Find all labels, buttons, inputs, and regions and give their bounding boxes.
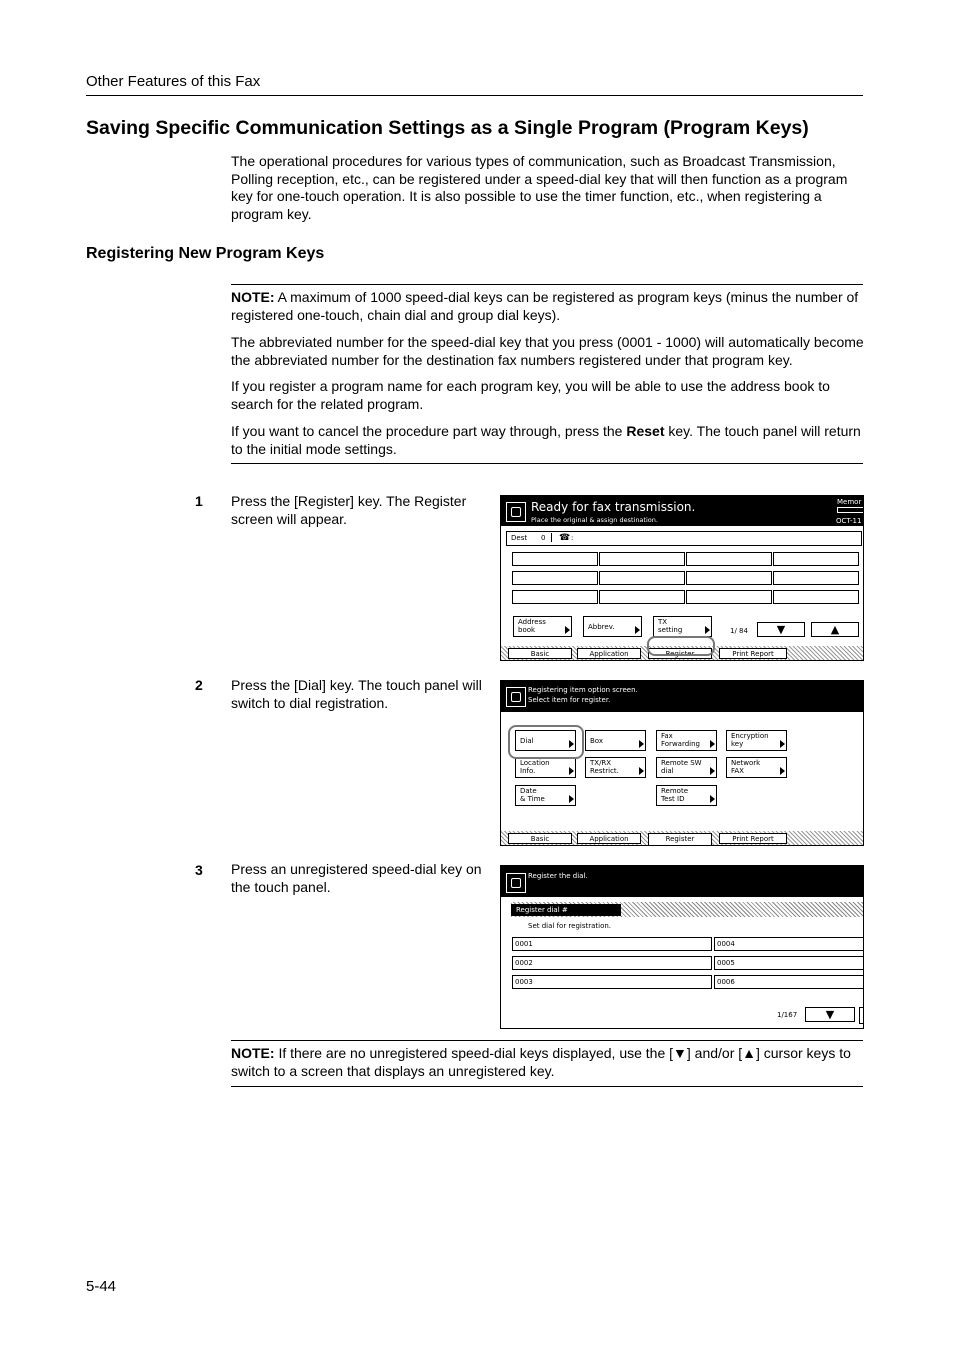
para3-after: key. The touch panel will return to the initial mode settings.	[231, 423, 861, 457]
one-touch-key[interactable]	[686, 590, 772, 604]
one-touch-key[interactable]	[773, 571, 859, 585]
scroll-down-button[interactable]: ▼	[757, 622, 805, 637]
dial-instruction: Set dial for registration.	[528, 922, 612, 930]
remote-test-id-button[interactable]: Remote Test ID	[656, 785, 717, 806]
tab-basic[interactable]: Basic	[508, 648, 572, 659]
note-1-label: NOTE:	[231, 289, 275, 305]
tab-print-report[interactable]: Print Report	[719, 833, 787, 844]
dial-key-0003[interactable]: 0003	[512, 975, 712, 989]
step-2-number: 2	[195, 677, 203, 693]
register-dial-label: Register dial #	[511, 904, 621, 916]
paragraph-program-name: If you register a program name for each program key, you will be able to use the address book to search for the related program.	[231, 378, 830, 412]
one-touch-key[interactable]	[599, 571, 685, 585]
running-header: Other Features of this Fax	[86, 73, 261, 90]
one-touch-key[interactable]	[512, 590, 598, 604]
screen2-title-bar	[501, 681, 863, 712]
screen2-line2: Select item for register.	[528, 696, 611, 704]
dial-page-indicator: 1/167	[777, 1011, 798, 1019]
screen3-title: Register the dial.	[528, 872, 588, 880]
screen1-status: Ready for fax transmission.	[531, 500, 696, 514]
tab-register[interactable]: Register	[648, 648, 712, 659]
screen1-subtext: Place the original & assign destination.	[531, 516, 658, 524]
one-touch-key[interactable]	[512, 552, 598, 566]
dial-key-0006[interactable]: 0006	[714, 975, 864, 989]
register-dial-header	[511, 902, 863, 917]
note-top-rule	[231, 284, 863, 285]
highlight-circle	[508, 725, 584, 759]
note-1	[231, 289, 864, 324]
intro-paragraph: The operational procedures for various types of communication, such as Broadcast Transmission, Polling reception, etc., can be registered under a speed-dial key that will then function as a program key for one-touch operation. It is also possible to use the timer function, etc., when registering a program key.	[231, 153, 848, 222]
dial-key-0004[interactable]: 0004	[714, 937, 864, 951]
encryption-key-button[interactable]: Encryption key	[726, 730, 787, 751]
step-2-text: Press the [Dial] key. The touch panel will switch to dial registration.	[231, 677, 482, 711]
dial-key-0001[interactable]: 0001	[512, 937, 712, 951]
paragraph-abbreviated-number: The abbreviated number for the speed-dial key that you press (0001 - 1000) will automatically become the abbreviated number for the destination fax numbers registered under that program key.	[231, 334, 864, 368]
fax-icon	[506, 502, 526, 522]
address-book-button[interactable]: Address book	[513, 616, 572, 637]
tab-application[interactable]: Application	[577, 648, 641, 659]
tab-register[interactable]: Register	[648, 833, 712, 845]
one-touch-key[interactable]	[599, 590, 685, 604]
note-2	[231, 1045, 864, 1080]
step-1-text: Press the [Register] key. The Register screen will appear.	[231, 493, 467, 527]
highlight-circle	[647, 636, 715, 656]
step-1-number: 1	[195, 493, 203, 509]
note-1-text: A maximum of 1000 speed-dial keys can be registered as program keys (minus the number of registered one-touch, chain dial and group dial keys).	[231, 289, 859, 323]
screen1-status-bar	[501, 496, 863, 526]
tx-setting-button[interactable]: TX setting	[653, 616, 712, 637]
note-2-label: NOTE:	[231, 1045, 275, 1061]
one-touch-key[interactable]	[686, 552, 772, 566]
para3-before: If you want to cancel the procedure part way through, press the	[231, 423, 627, 439]
page-indicator: 1/ 84	[730, 627, 748, 635]
screen-register-items	[500, 680, 864, 846]
dest-count: 0	[541, 534, 546, 542]
fax-icon	[506, 873, 526, 893]
abbrev-button[interactable]: Abbrev.	[583, 616, 642, 637]
one-touch-key[interactable]	[773, 552, 859, 566]
one-touch-key[interactable]	[773, 590, 859, 604]
note-bottom-rule	[231, 463, 863, 464]
memory-label: Memor	[837, 498, 862, 506]
date-time-button[interactable]: Date & Time	[515, 785, 576, 806]
one-touch-key[interactable]	[512, 571, 598, 585]
phone-icon: ☎	[559, 533, 571, 543]
note-2-text: If there are no unregistered speed-dial keys displayed, use the [▼] and/or [▲] cursor keys to switch to a screen that displays an unregistered key.	[231, 1045, 851, 1079]
network-fax-button[interactable]: Network FAX	[726, 757, 787, 778]
txrx-restrict-button[interactable]: TX/RX Restrict.	[585, 757, 646, 778]
scroll-up-button-partial[interactable]	[859, 1007, 864, 1024]
header-rule	[86, 95, 863, 96]
remote-sw-dial-button[interactable]: Remote SW dial	[656, 757, 717, 778]
destination-field[interactable]	[506, 531, 862, 546]
scroll-down-button[interactable]: ▼	[805, 1007, 855, 1022]
dial-key-0005[interactable]: 0005	[714, 956, 864, 970]
note2-bottom-rule	[231, 1086, 863, 1087]
step-3-number: 3	[195, 862, 203, 878]
location-info-button[interactable]: Location Info.	[515, 757, 576, 778]
dest-colon: :	[571, 534, 574, 542]
paragraph-reset	[231, 423, 864, 458]
reset-key-name: Reset	[626, 423, 665, 439]
dial-key-0002[interactable]: 0002	[512, 956, 712, 970]
note2-top-rule	[231, 1040, 863, 1041]
fax-forwarding-button[interactable]: Fax Forwarding	[656, 730, 717, 751]
one-touch-key[interactable]	[686, 571, 772, 585]
screen2-tab-strip	[501, 831, 863, 845]
tab-print-report[interactable]: Print Report	[719, 648, 787, 659]
memory-gauge	[837, 507, 864, 513]
date-label: OCT-11	[836, 517, 862, 525]
screen-register-dial	[500, 865, 864, 1029]
dial-button[interactable]: Dial	[515, 730, 576, 751]
screen3-title-bar	[501, 866, 863, 897]
page-title: Saving Specific Communication Settings as a Single Program (Program Keys)	[86, 117, 809, 139]
tab-basic[interactable]: Basic	[508, 833, 572, 844]
step-3-text: Press an unregistered speed-dial key on the touch panel.	[231, 861, 482, 895]
tab-application[interactable]: Application	[577, 833, 641, 844]
screen-ready-for-fax	[500, 495, 864, 661]
fax-icon	[506, 687, 526, 707]
section-heading: Registering New Program Keys	[86, 245, 325, 262]
scroll-up-button[interactable]: ▲	[811, 622, 859, 637]
one-touch-key[interactable]	[599, 552, 685, 566]
screen2-line1: Registering item option screen.	[528, 686, 638, 694]
box-button[interactable]: Box	[585, 730, 646, 751]
page-number: 5-44	[86, 1278, 117, 1295]
dest-label: Dest	[511, 534, 528, 542]
